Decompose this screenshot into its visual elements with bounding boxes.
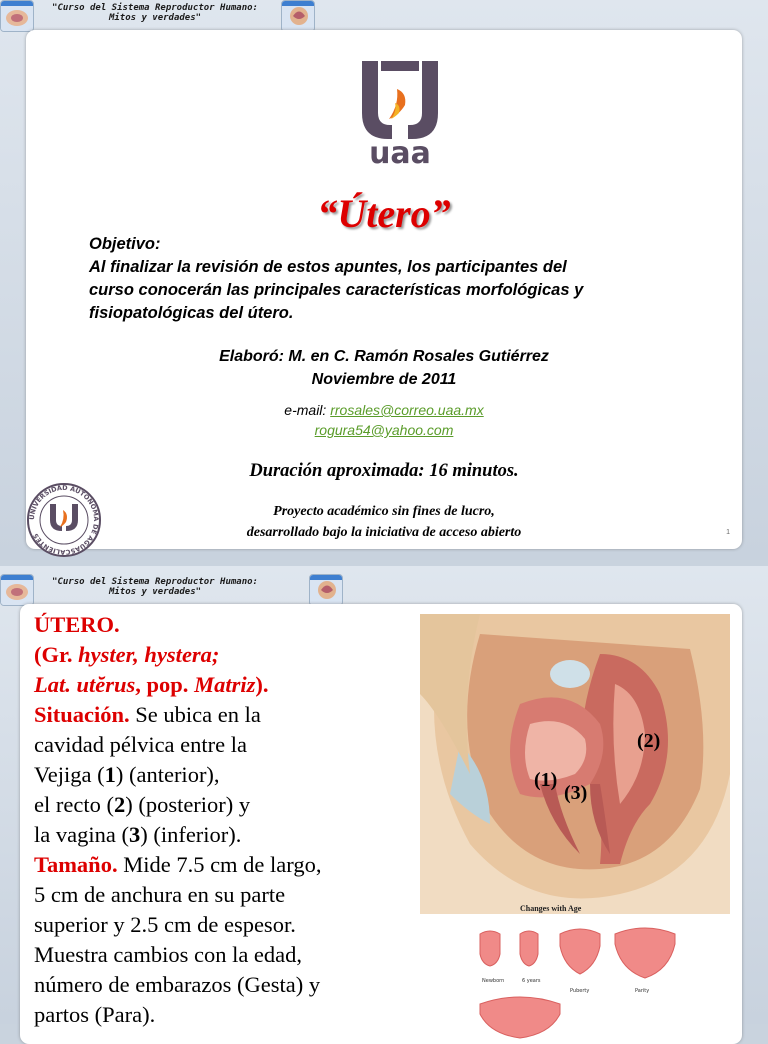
uterus-description (34, 610, 394, 1030)
university-seal (26, 482, 102, 558)
content-slide-card (20, 604, 742, 1044)
header-left-icon (0, 0, 34, 32)
vagina-end: ) (inferior). (140, 822, 242, 847)
size-line-e: partos (Para). (34, 1002, 156, 1027)
vagina-text: la vagina ( (34, 822, 129, 847)
header-right-icon-2 (309, 574, 343, 606)
vejiga-text: Vejiga ( (34, 762, 105, 787)
recto-text: el recto ( (34, 792, 114, 817)
label-rectum: (2) (637, 730, 661, 752)
etym-matriz: Matriz (194, 672, 256, 697)
email-label: e-mail: (284, 402, 327, 418)
label-bladder: (1) (534, 769, 558, 791)
situacion-text-2: cavidad pélvica entre la (34, 732, 248, 757)
uaa-logo (357, 59, 443, 167)
seal-text: UNIVERSIDAD AUTÓNOMA DE AGUASCALIENTES (27, 483, 101, 557)
objective-line-1: Al finalizar la revisión de estos apuntes, los participantes del (89, 258, 567, 276)
etym-latin: Lat. utĕrus (34, 672, 136, 697)
project-line-2: desarrollado bajo la iniciativa de acceso abierto (246, 525, 522, 540)
email-link-1[interactable]: rrosales@correo.uaa.mx (330, 402, 484, 418)
title-slide-card (26, 30, 742, 557)
objective-line-2: curso conocerán las principales características morfológicas y (89, 281, 584, 299)
tamano-label: Tamaño. (34, 852, 118, 877)
uterus-age-changes-figure (440, 914, 740, 1044)
logo-wordmark: uaa (369, 136, 431, 167)
size-line-c: Muestra cambios con la edad, (34, 942, 303, 967)
figure-caption: Changes with Age (520, 904, 582, 913)
size-line-a: 5 cm de anchura en su parte (34, 882, 286, 907)
vejiga-end: ) (anterior), (115, 762, 220, 787)
duration-text: Duración aproximada: 16 minutos. (249, 461, 519, 481)
objective-line-3: fisiopatológicas del útero. (89, 304, 294, 322)
section-heading: ÚTERO. (34, 612, 120, 637)
email-link-2[interactable]: rogura54@yahoo.com (314, 422, 454, 438)
age-label-parity: Parity (635, 988, 650, 994)
etym-open: (Gr. (34, 642, 79, 667)
num-3: 3 (128, 822, 141, 847)
size-line-d: número de embarazos (Gesta) y (34, 972, 321, 997)
age-label-6y: 6 years (522, 978, 541, 984)
slide-title: “Útero” (317, 191, 451, 236)
email-line-2 (26, 422, 742, 438)
date-line: Noviembre de 2011 (311, 371, 457, 388)
situacion-label: Situación. (34, 702, 130, 727)
etym-close: ). (255, 672, 269, 697)
recto-end: ) (posterior) y (125, 792, 251, 817)
age-label-puberty: Puberty (570, 988, 590, 994)
header-left-icon-2 (0, 574, 34, 606)
email-line-1 (26, 402, 742, 418)
page-number: 1 (726, 529, 730, 536)
label-vagina: (3) (564, 782, 588, 804)
objective-label: Objetivo: (89, 235, 161, 253)
num-1: 1 (104, 762, 116, 787)
author-line: Elaboró: M. en C. Ramón Rosales Gutiérrez (219, 348, 549, 365)
course-header-2: "Curso del Sistema Reproductor Humano: Mitos y verdades" (52, 577, 258, 597)
pelvis-sagittal-illustration (420, 614, 730, 914)
project-line-1: Proyecto académico sin fines de lucro, (273, 504, 495, 519)
header-right-icon (281, 0, 315, 32)
tamano-text: Mide 7.5 cm de largo, (117, 852, 322, 877)
course-header: "Curso del Sistema Reproductor Humano: Mitos y verdades" (52, 3, 258, 23)
num-2: 2 (113, 792, 126, 817)
etym-pop: , pop. (135, 672, 195, 697)
situacion-text-1: Se ubica en la (129, 702, 261, 727)
etym-greek: hyster, hystera; (78, 642, 220, 667)
size-line-b: superior y 2.5 cm de espesor. (34, 912, 296, 937)
age-label-newborn: Newborn (482, 978, 505, 984)
